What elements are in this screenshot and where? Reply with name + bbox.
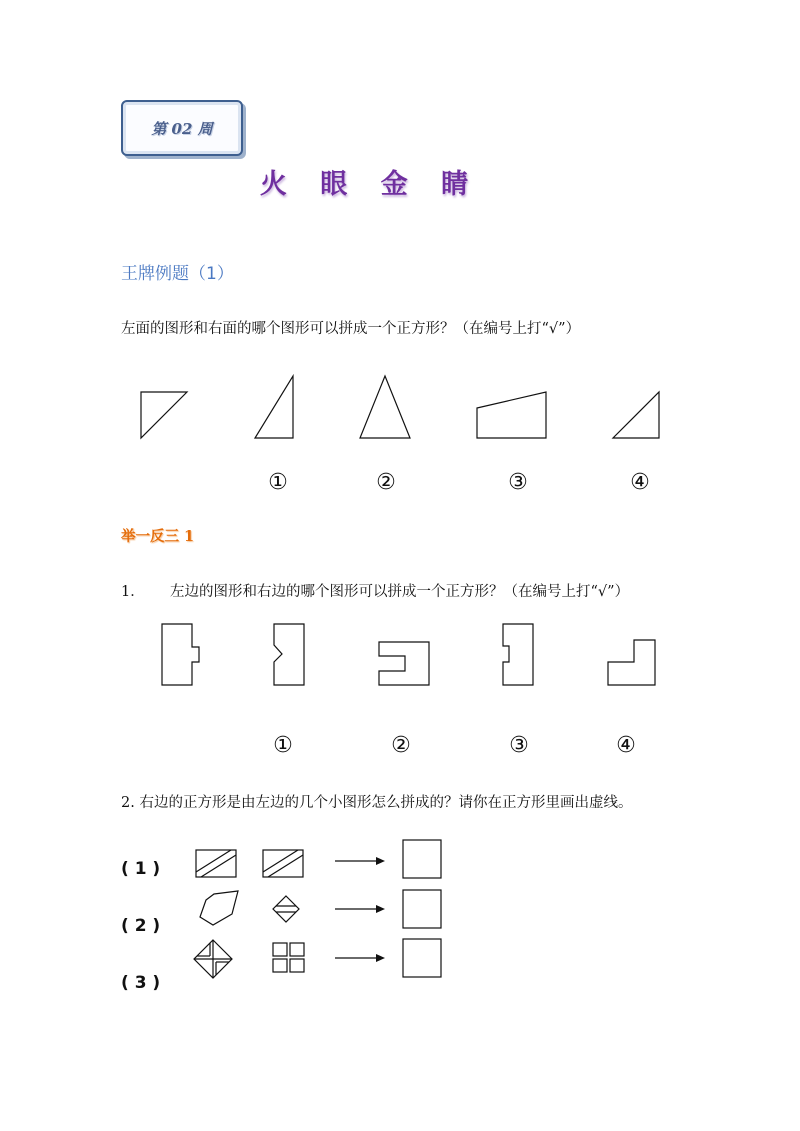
example-option-3[interactable]: ③ xyxy=(508,470,528,495)
q2-row-3-arrow-icon xyxy=(335,954,385,962)
main-title: 火 眼 金 睛 xyxy=(259,169,481,200)
example-option-4[interactable]: ④ xyxy=(630,470,650,495)
q2-row-1-piece-b xyxy=(263,850,303,877)
q2-row-1-answer-square xyxy=(403,840,441,878)
week-label: 第 02 周 xyxy=(151,119,213,138)
q2-text: 2. 右边的正方形是由左边的几个小图形怎么拼成的？请你在正方形里画出虚线。 xyxy=(121,795,633,811)
q2-row-1-label: ( 1 ) xyxy=(121,859,161,879)
q2-row-3-label: ( 3 ) xyxy=(121,973,161,993)
example-question: 左面的图形和右面的哪个图形可以拼成一个正方形？（在编号上打“√”） xyxy=(121,321,581,337)
q1-number: 1． xyxy=(121,584,145,600)
q2-row-2-piece-diamond xyxy=(273,896,299,922)
q2-row-3-piece-four-squares xyxy=(273,943,304,972)
q1-option-1[interactable]: ① xyxy=(273,733,293,758)
practice-heading: 举一反三 1 xyxy=(121,528,195,545)
q2-row-1-arrow-icon xyxy=(335,857,385,865)
q2-row-2-piece-hexagon xyxy=(200,891,238,925)
q2-row-2-label: ( 2 ) xyxy=(121,916,161,936)
q1-option-3[interactable]: ③ xyxy=(509,733,529,758)
q2-row-2-answer-square xyxy=(403,890,441,928)
q2-row-2-arrow-icon xyxy=(335,905,385,913)
q1-option-2[interactable]: ② xyxy=(391,733,411,758)
q2-row-1-piece-a xyxy=(196,850,236,877)
q2-row-3-answer-square xyxy=(403,939,441,977)
example-option-1[interactable]: ① xyxy=(268,470,288,495)
example-option-2[interactable]: ② xyxy=(376,470,396,495)
example-heading: 王牌例题（1） xyxy=(121,264,234,284)
q2-row-3-piece-diamond-split xyxy=(194,940,232,978)
q1-text: 左边的图形和右边的哪个图形可以拼成一个正方形？（在编号上打“√”） xyxy=(170,584,630,600)
q1-option-4[interactable]: ④ xyxy=(616,733,636,758)
